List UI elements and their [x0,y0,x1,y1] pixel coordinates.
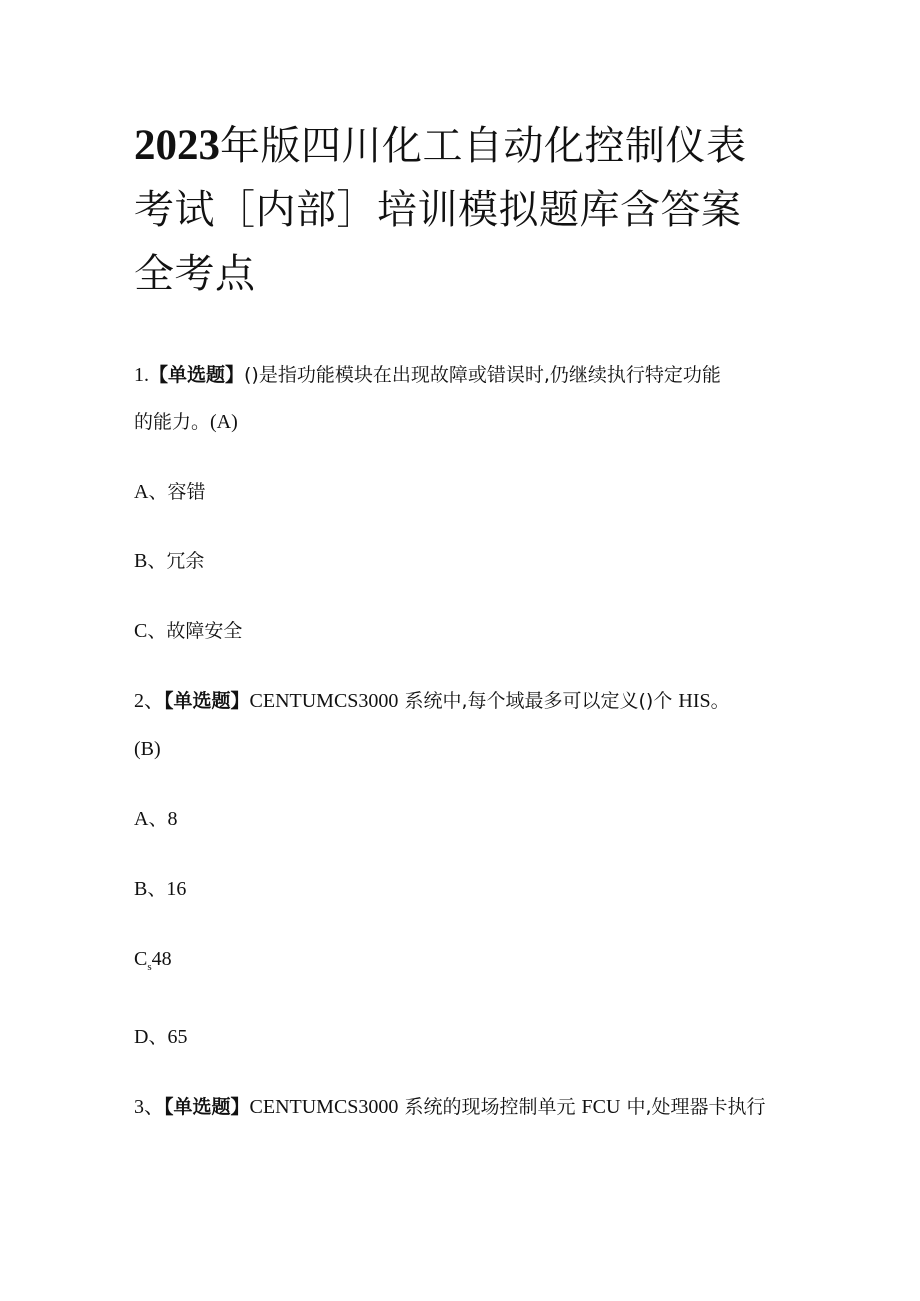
question-2-option-d [134,1024,187,1050]
question-2-option-c [134,946,172,980]
option-separator: 、 [148,808,168,830]
title-line2: 考试［内部］培训模拟题库含答案 [134,187,742,233]
question-3-line-1 [134,1094,766,1120]
question-2-option-b [134,876,186,902]
option-text: 冗余 [166,550,205,572]
title-line1-rest: 年版四川化工自动化控制仪表 [220,123,747,169]
question-2-line-2 [134,736,161,762]
question-1-type: 【单选题】 [149,364,245,386]
option-text: 65 [167,1026,188,1048]
question-2-type: 【单选题】 [164,690,250,712]
question-2-period: 。 [710,690,730,712]
option-letter: B [134,550,148,572]
question-3-fcu: FCU [581,1096,621,1118]
question-2-option-a [134,806,177,832]
title-year: 2023 [134,122,220,169]
option-letter: C [134,620,148,642]
option-letter: A [134,808,149,830]
question-3-code: CENTUMCS3000 [249,1096,399,1118]
question-1-answer: (A) [210,411,238,433]
question-2-number: 2、 [134,690,164,712]
option-text: 16 [166,878,187,900]
title-line3: 全考点 [134,251,256,297]
option-separator: 、 [148,1026,168,1048]
question-3-text-end: 中,处理器卡执行 [626,1096,766,1118]
option-separator: 、 [147,878,167,900]
question-3-text: 系统的现场控制单元 [404,1096,576,1118]
option-letter: B [134,878,148,900]
question-1-text: ()是指功能模块在出现故障或错误时,仍继续执行特定功能 [244,364,721,386]
option-separator: 、 [147,550,167,572]
question-1-option-c [134,618,242,644]
option-separator: 、 [147,620,167,642]
question-2-line-1 [134,688,730,714]
question-1-number: 1. [134,364,149,386]
question-2-his: HIS [678,690,711,712]
option-text: 8 [167,808,178,830]
question-2-answer: (B) [134,738,161,760]
option-text: 故障安全 [166,620,243,642]
option-letter: C [134,948,148,970]
document-title [134,114,794,306]
question-1-line-1 [134,362,721,388]
option-letter: A [134,481,149,503]
question-1-option-b [134,548,204,574]
question-2-code: CENTUMCS3000 [249,690,399,712]
question-1-option-a [134,479,205,505]
option-text: 48 [151,948,172,970]
option-separator: s [147,961,152,973]
option-text: 容错 [167,481,206,503]
question-3-number: 3、 [134,1096,164,1118]
question-2-text: 系统中,每个域最多可以定义()个 [404,690,673,712]
question-1-text-cont: 的能力。 [134,411,211,433]
option-letter: D [134,1026,149,1048]
question-3-type: 【单选题】 [164,1096,250,1118]
option-separator: 、 [148,481,168,503]
question-1-line-2 [134,409,238,435]
